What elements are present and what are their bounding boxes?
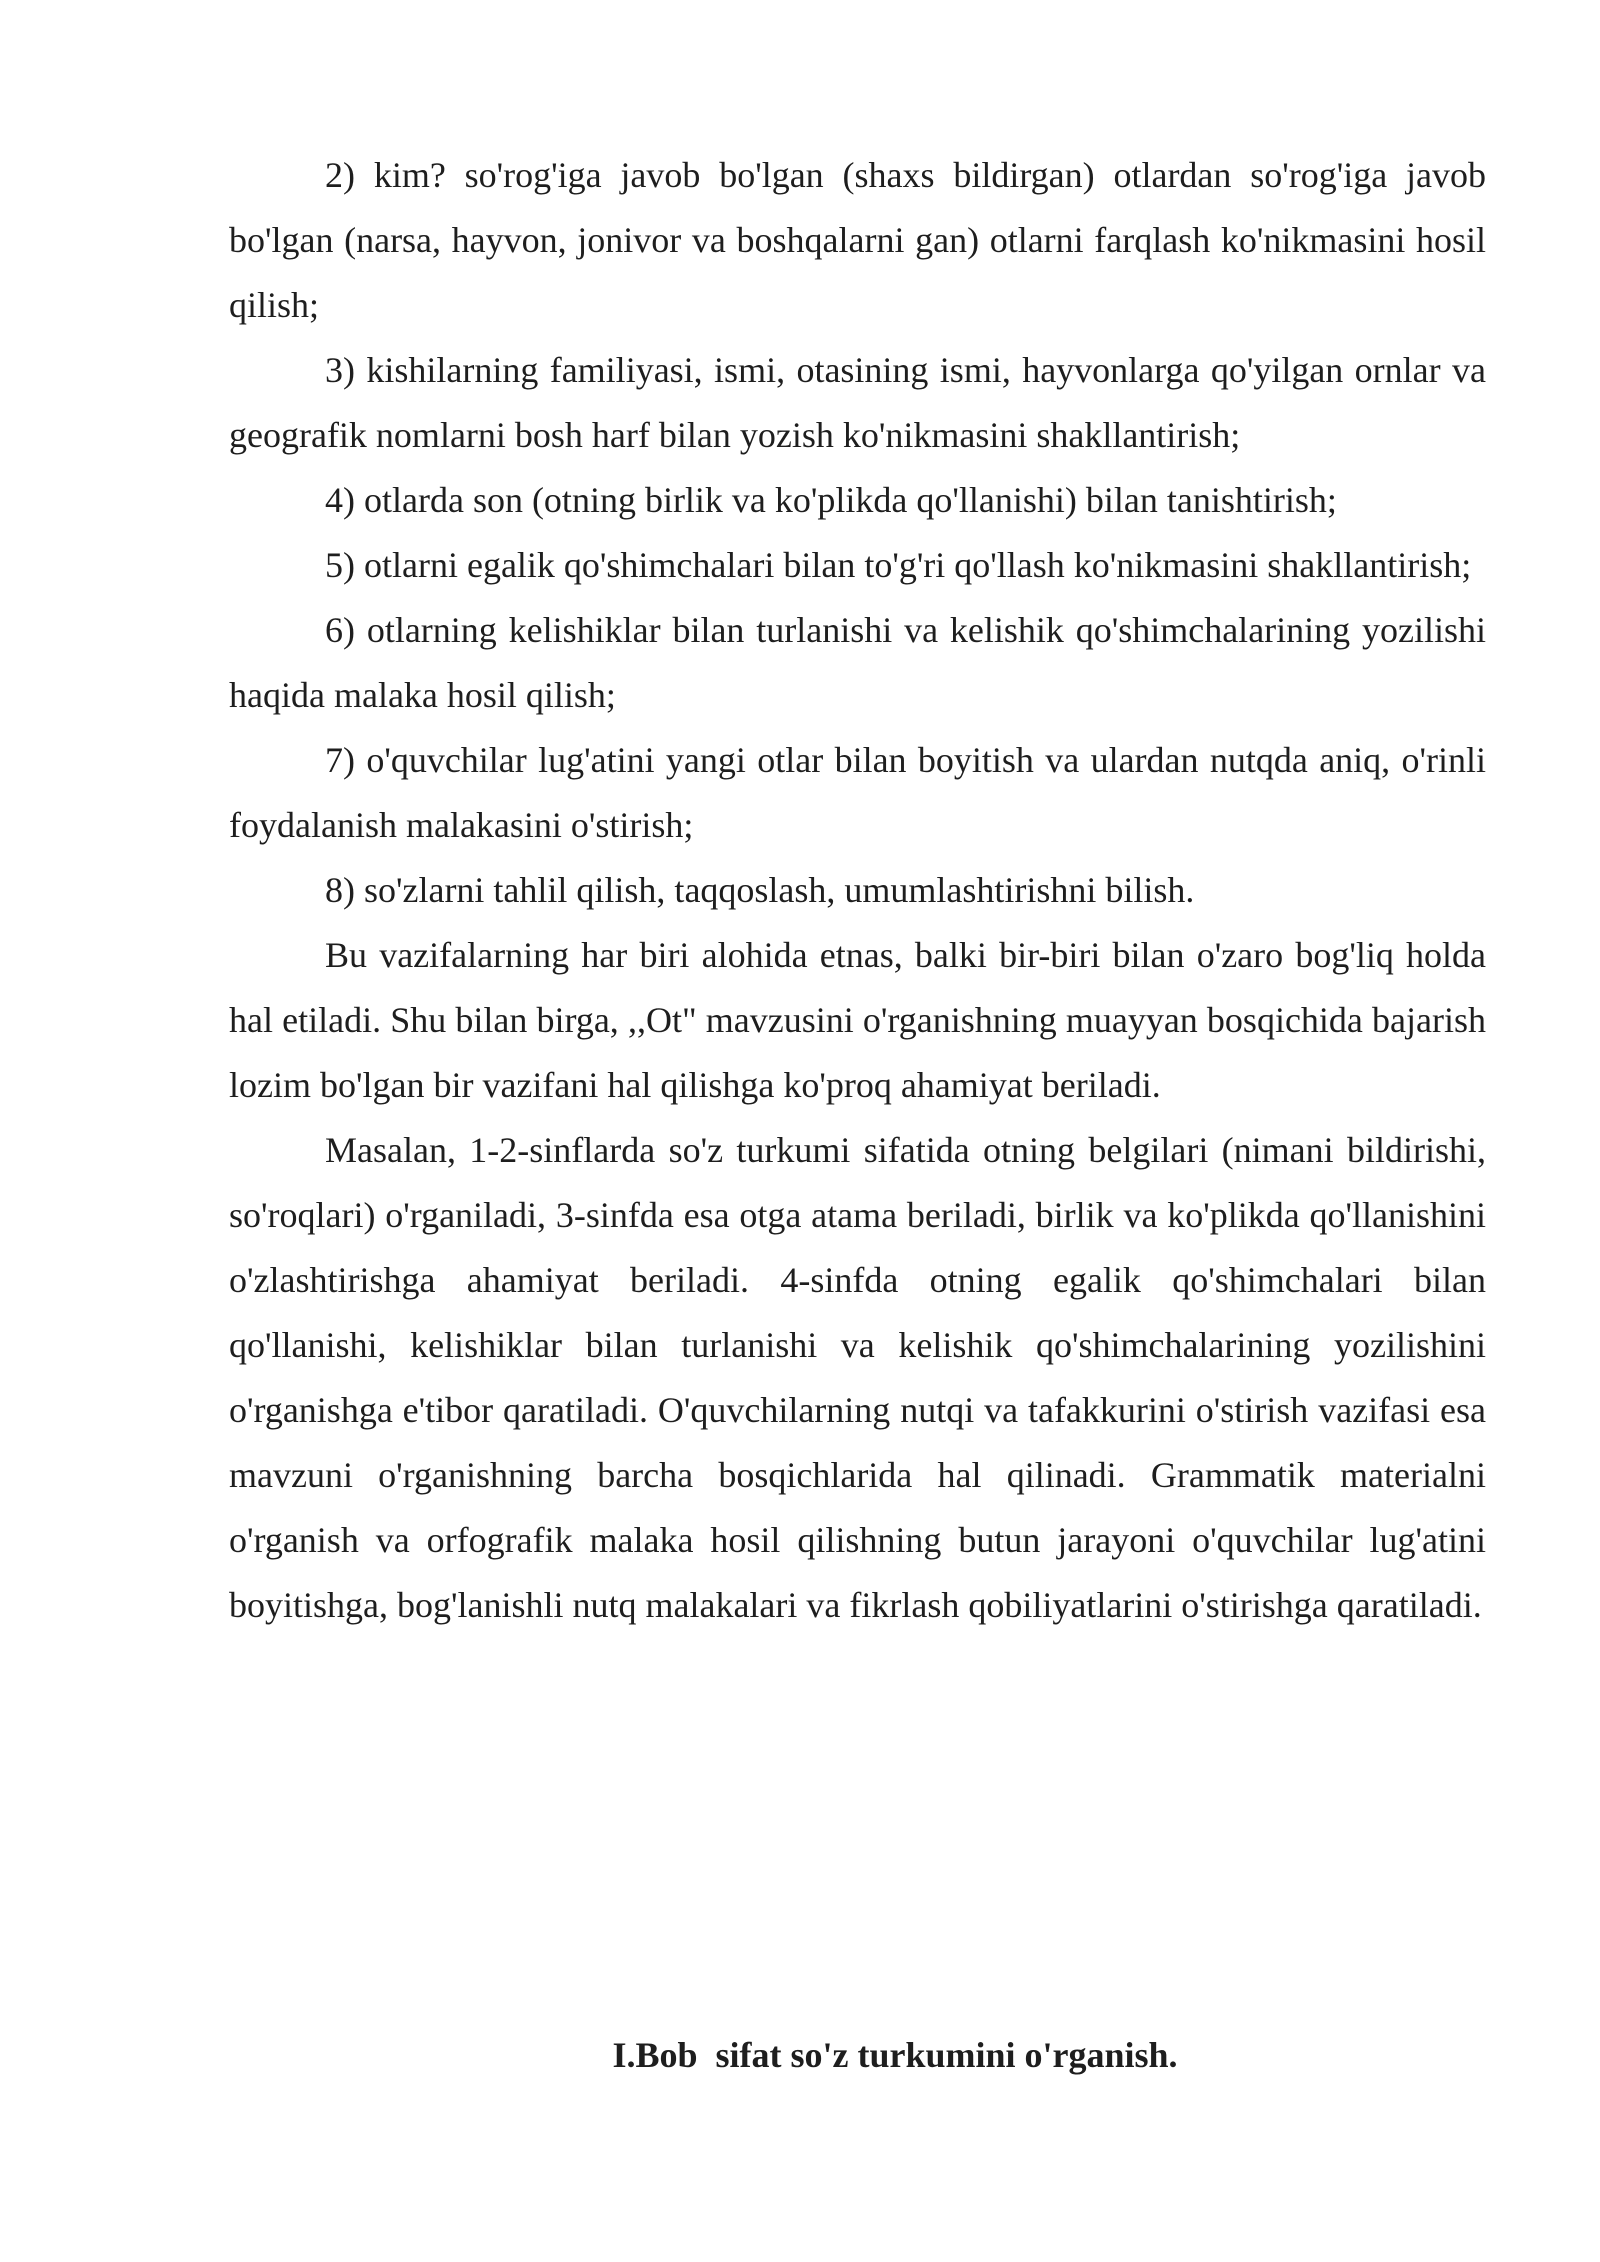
chapter-heading: I.Bob sifat so'z turkumini o'rganish.: [612, 2035, 1178, 2075]
paragraph-grade-example: Masalan, 1-2-sinflarda so'z turkumi sifatida otning belgilari (nimani bildirishi, so'roqlari) o'rganiladi, 3-sinfda esa otga atama beriladi, birlik va ko'plikda qo'llanishini o'zlashtirishga ahamiyat beriladi. 4-sinfda otning egalik qo'shimchalari bilan qo'llanishi, kelishiklar bilan turlanishi va kelishik qo'shimchalarining yozilishini o'rganishga e'tibor qaratiladi. O'quvchilarning nutqi va tafakkurini o'stirish vazifasi esa mavzuni o'rganishning barcha bosqichlarida hal qilinadi. Grammatik materialni o'rganish va orfografik malaka hosil qilishning butun jarayoni o'quvchilar lug'atini boyitishga, bog'lanishli nutq malakalari va fikrlash qobiliyatlarini o'stirishga qaratiladi.: [229, 1130, 1486, 1625]
paragraph-item-3: 3) kishilarning familiyasi, ismi, otasining ismi, hayvonlarga qo'yilgan ornlar va geografik nomlarni bosh harf bilan yozish ko'nikmasini shakllantirish;: [229, 350, 1486, 455]
body-text: [229, 143, 1486, 1638]
paragraph-tasks-relation: Bu vazifalarning har biri alohida etnas, balki bir-biri bilan o'zaro bog'liq holda hal etiladi. Shu bilan birga, ,,Ot" mavzusini o'rganishning muayyan bosqichida bajarish lozim bo'lgan bir vazifani hal qilishga ko'proq ahamiyat beriladi.: [229, 935, 1486, 1105]
paragraph-item-2: 2) kim? so'rog'iga javob bo'lgan (shaxs bildirgan) otlardan so'rog'iga javob bo'lgan (narsa, hayvon, jonivor va boshqalarni gan) otlarni farqlash ko'nikmasini hosil qilish;: [229, 155, 1486, 325]
paragraph-item-5: 5) otlarni egalik qo'shimchalari bilan to'g'ri qo'llash ko'nikmasini shakllantirish;: [325, 545, 1472, 585]
paragraph-item-8: 8) so'zlarni tahlil qilish, taqqoslash, umumlashtirishni bilish.: [325, 870, 1195, 910]
paragraph-item-7: 7) o'quvchilar lug'atini yangi otlar bilan boyitish va ulardan nutqda aniq, o'rinli foydalanish malakasini o'stirish;: [229, 740, 1486, 845]
paragraph-item-6: 6) otlarning kelishiklar bilan turlanishi va kelishik qo'shimchalarining yozilishi haqida malaka hosil qilish;: [229, 610, 1486, 715]
paragraph-item-4: 4) otlarda son (otning birlik va ko'plikda qo'llanishi) bilan tanishtirish;: [325, 480, 1337, 520]
